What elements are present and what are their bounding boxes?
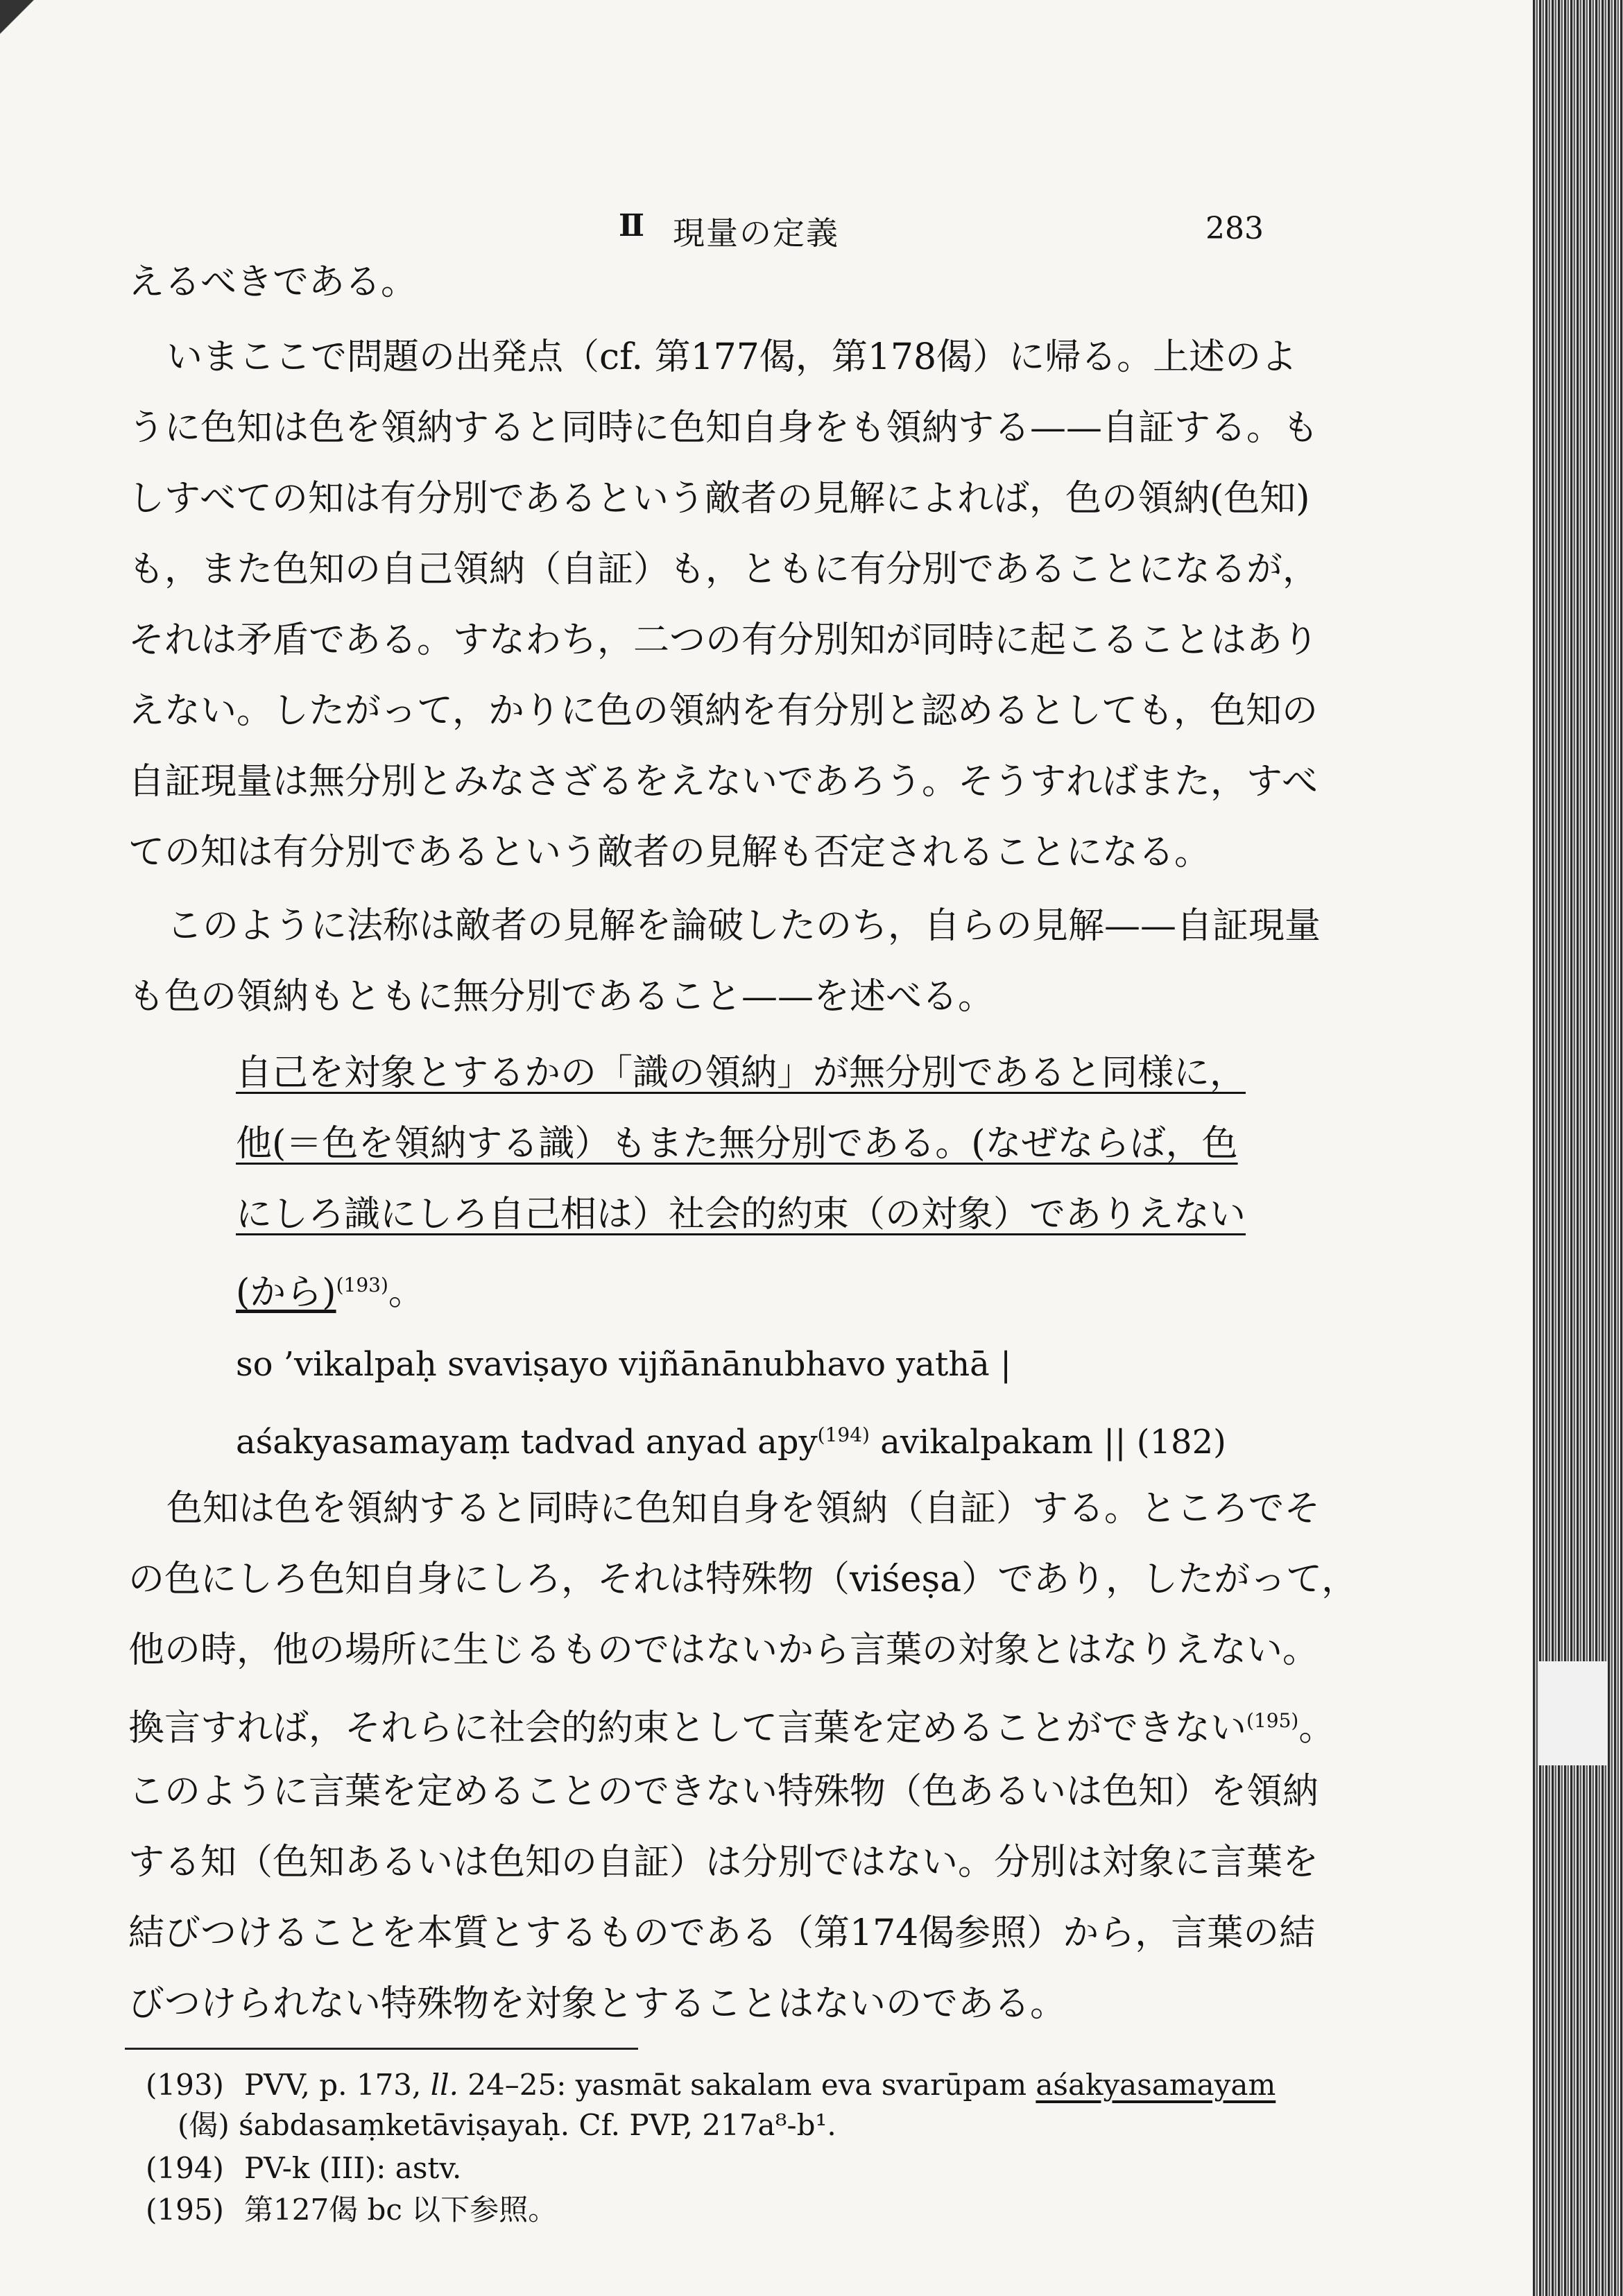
sanskrit-verse-part: avikalpakam || (182) — [869, 1423, 1226, 1462]
footnote-195: 第127偈 bc 以下参照。 — [244, 2193, 558, 2227]
body-line-part: 。 — [1298, 1707, 1335, 1749]
verse-translation-end: (から) — [236, 1271, 336, 1314]
verse-translation-line: にしろ識にしろ自己相は）社会的約束（の対象）でありえない — [236, 1194, 1246, 1235]
body-line: の色にしろ色知自身にしろ，それは特殊物（viśeṣa）であり，したがって， — [128, 1559, 1358, 1600]
verse-translation-line: 他(＝色を領納する識）もまた無分別である。(なぜならば，色 — [236, 1123, 1238, 1165]
footnote-193 — [244, 2066, 1276, 2105]
body-line: それは矛盾である。すなわち，二つの有分別知が同時に起こることはあり — [128, 619, 1319, 661]
sanskrit-verse-part: aśakyasamayaṃ tadvad anyad apy — [236, 1423, 818, 1462]
body-line: このように言葉を定めることのできない特殊物（色あるいは色知）を領納 — [128, 1771, 1319, 1813]
footnote-number: (193) — [146, 2068, 224, 2102]
book-edge-scan-artifact — [1533, 0, 1623, 2296]
body-line: いまここで問題の出発点（cf. 第177偈，第178偈）に帰る。上述のよ — [166, 336, 1298, 378]
footnote-ref-193: (193) — [336, 1274, 388, 1296]
footnote-number: (195) — [146, 2193, 224, 2227]
body-line-part: 換言すれば，それらに社会的約束として言葉を定めることができない — [128, 1707, 1247, 1749]
scan-corner-shadow — [0, 0, 49, 62]
body-line: 色知は色を領納すると同時に色知自身を領納（自証）する。ところでそ — [166, 1488, 1321, 1530]
footnote-193-part: PVV, p. 173, — [244, 2068, 431, 2102]
sanskrit-verse-line: so ’vikalpaḥ svaviṣayo vijñānānubhavo yathā | — [236, 1345, 1012, 1384]
footnote-number: (194) — [146, 2151, 224, 2185]
footnote-separator — [125, 2048, 638, 2050]
footnote-193-part: aśakyasamayam — [1036, 2068, 1276, 2102]
body-line: 自証現量は無分別とみなさざるをえないであろう。そうすればまた，すべ — [128, 761, 1318, 803]
footnote-194: PV-k (III): astv. — [244, 2151, 462, 2185]
body-line: ての知は有分別であるという敵者の見解も否定されることになる。 — [128, 832, 1211, 873]
body-line: も色の領納もともに無分別であること——を述べる。 — [128, 976, 995, 1018]
body-line: びつけられない特殊物を対象とすることはないのである。 — [128, 1983, 1067, 2025]
body-line: 結びつけることを本質とするものである（第174偈参照）から，言葉の結 — [128, 1912, 1316, 1954]
footnote-ref-195: (195) — [1246, 1709, 1299, 1732]
body-line — [128, 1697, 1335, 1752]
running-header — [0, 208, 1623, 264]
sanskrit-verse-line — [236, 1411, 1226, 1466]
body-line: も，また色知の自己領納（自証）も，ともに有分別であることになるが， — [128, 549, 1319, 590]
footnote-ref-194: (194) — [817, 1423, 870, 1446]
body-line: えるべきである。 — [128, 262, 418, 303]
verse-period: 。 — [388, 1271, 424, 1314]
body-line: うに色知は色を領納すると同時に色知自身をも領納する——自証する。も — [128, 407, 1319, 449]
body-line: しすべての知は有分別であるという敵者の見解によれば，色の領納(色知) — [128, 478, 1310, 520]
chapter-number: Ⅱ — [619, 208, 645, 243]
chapter-title: 現量の定義 — [673, 214, 839, 252]
page-number: 283 — [1205, 211, 1264, 246]
body-line: する知（色知あるいは色知の自証）は分別ではない。分別は対象に言葉を — [128, 1842, 1319, 1883]
body-line: えない。したがって，かりに色の領納を有分別と認めるとしても，色知の — [128, 690, 1318, 732]
footnote-193-part: 24–25: yasmāt sakalam eva svarūpam — [458, 2068, 1036, 2102]
body-line: このように法称は敵者の見解を論破したのち，自らの見解——自証現量 — [166, 905, 1321, 947]
body-line: 他の時，他の場所に生じるものではないから言葉の対象とはなりえない。 — [128, 1629, 1319, 1671]
footnote-193-part: ll. — [430, 2068, 458, 2102]
verse-translation-line — [236, 1261, 424, 1317]
verse-translation-line: 自己を対象とするかの「識の領納」が無分別であると同様に， — [236, 1052, 1246, 1094]
footnote-193-line2: (偈) śabdasaṃketāviṣayaḥ. Cf. PVP, 217a⁸-b¹. — [178, 2108, 836, 2142]
book-edge-gap — [1538, 1661, 1608, 1765]
